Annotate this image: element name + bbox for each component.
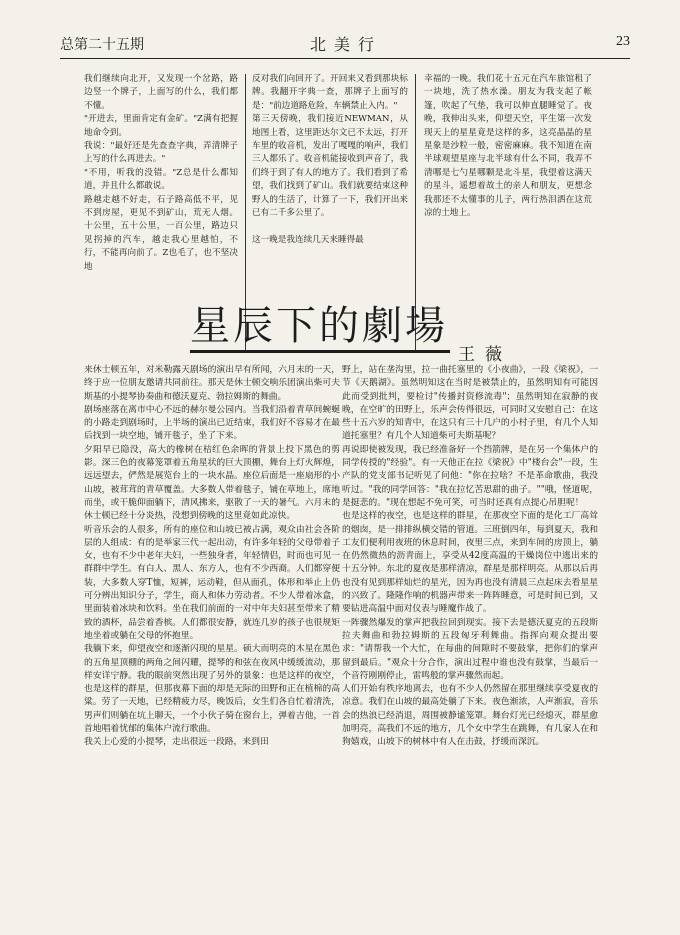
article-author: 王薇 xyxy=(458,345,512,365)
magazine-name: 北美行 xyxy=(310,35,383,54)
article-body-left-column: 来休士顿五年，对米勒露天剧场的演出早有所闻，六月末的一天，终于应一位朋友邀请共同前往。那天是休士顿交响乐团演出柴可夫斯基的小提琴协奏曲和德沃夏克、勃拉姆斯的舞曲。 剧场座落在离市中心不远的赫尔曼公园内。当我们沿着青草间蜿蜒的小路走到剧场时，上半场的演出已近结束，我们好不容易才在最后找到一块空地，铺开毯子，坐了下来。 夕阳早已隐没，高大的橡树在桔红色余晖的背景上投下黑色的剪影。深三色的夜幕笼罩着五角星状的巨大顶棚，舞台上灯火辉煌，远远望去，俨然是展览台上的一块水晶。座位后面是一座扇形的小山坡，被茸茸的青草覆盖。大多数人带着毯子，铺在草地上，席地而坐，或干脆仰面躺下，清风拂来，驱散了一天的暑气。六月末的休士顿已经十分炎热，没想到傍晚的这里竟如此凉快。 听音乐会的人很多，所有的座位和山坡已被占满，观众由社会各阶层的人组成：有的是举家三代一起出动，有许多年轻的父母带着子女，也有不少中老年夫妇，一些独身者，年轻情侣，时而也可见一群群中学生。有白人、黑人、东方人，也有不少西裔。人们都穿便装，大多数人穿T恤，短裤，运动鞋，但从面孔，体形和举止上仍可分辨出知识分子，学生，商人和体力劳动者。不少人带着冰盒，里面装着冰块和饮料。坐在我们前面的一对中年夫妇甚至带来了精致的酒杯，品尝着香槟。人们都很安静，就连几岁的孩子也很规矩地坐着或躺在父母的怀抱里。 我躺下来，仰望夜空和逐渐闪现的星星。硕大而明亮的木星在黑色的五角星顶棚的两角之间闪耀，提琴的和弦在夜风中缓缓流动，那样安详宁静。我的眼前突然出现了另外的景象：也是这样的夜空，也是这样的群星，但那夜幕下面的却是无际的田野和正在植棉的高粱。劳了一天地，已经精疲力尽，晚饭后，女生们各自忙着清洗，男声们则躺在坑上聊天，一个小伙子骑在窗台上，弹着吉他，一首首地唱着忧郁的集体户流行歌曲。 我关上心爱的小提琴，走出很远一段路，来到田 xyxy=(84,365,340,748)
previous-article-column-3: 幸福的一晚。我们花十五元在汽车旅馆租了一块地，洗了热水澡。朋友为我支起了帐篷，吹起了气垫，我可以伸直腿睡觉了。夜晚，我伸出头来，仰望天空，平生第一次发现天上的星星竟是这样的多，这亮晶晶的星星象是沙粒一般，密密麻麻。我不知道在南半球观望星座与北半球有什么不同，我弄不清哪是七勺星哪颗是北斗星，我望着这满天的星斗，遥想着故土的亲人和朋友，更想念我那还不太懂事的儿子，两行热泪洒在这荒凉的土地上。 xyxy=(424,74,592,219)
issue-number: 总第二十五期 xyxy=(60,37,144,53)
header-rule xyxy=(60,58,630,59)
article-body-right-column: 野上，站在垄沟里，拉一曲托塞里的《小夜曲》，一段《梁祝》，一节《天鹅湖》。虽然明知这在当时是被禁止的，虽然明知有可能因此而受到批判，要检讨"传播封资修流毒"；虽然明知在寂静的夜晚，在空旷的田野上，乐声会传得很远，可同时又安慰自己：在这些十五六岁的知青中，在这只有三十几户的小村子里，有几个人知道托塞里？有几个人知道柴可夫斯基呢？ 再说即使被发现，我已经准备好一个挡箭牌，是在另一个集体户的同学传授的"经验"。有一天他正在拉《梁祝》中"楼台会"一段，生产队的党支部书记听见了问他："你在拉啥？不是革命歌曲，我没听过。"我的同学回答："我在拉忆苦思甜的曲子。""哦，怪道呢，是挺悲的。"现在想起不免可笑，可当时还真有点提心吊胆呢！ 也是这样的夜空，也是这样的群星，在那夜空下面的是化工厂高耸的烟囱，是一排排纵横交错的管道。三班倒四年，每到夏天，我和工友们便利用夜班的休息时间，夜里三点，来到车间的房顶上，躺在仍然微热的沥青面上，享受从42度高温的干燥岗位中逃出来的十五分钟。东北的夏夜是那样清凉，群星是那样明亮。从那以后再也没有见到那样灿烂的星光，因为再也没有清晨三点起床去看星星的兴致了。隆隆作响的机器声带来一阵阵睡意，可是时间已到，又要钻进高温中面对仪表与睡魔作战了。 一阵骤然爆发的掌声把我拉回到现实。接下去是德沃夏克的五段斯拉夫舞曲和勃拉姆斯的五段匈牙利舞曲。指挥向观众提出要求："请帮我一个大忙，在每曲的间隙时不要鼓掌，把你们的掌声留到最后。"观众十分合作，演出过程中谁也没有鼓掌，当最后一个音符刚刚停止，雷鸣般的掌声骤然而起。 人们开始有秩序地离去，也有不少人仍然留在那里继续享受夏夜的凉意。我们在山坡的最高处躺了下来。夜色渐浓，人声渐寂，音乐会的热浪已经消退，周围被静谧笼罩。舞台灯光已经熄灭，群星愈加明亮，高我们不远的地方，几个女中学生在跳舞，有几家人在和狗嬉戏，山坡下的树林中有人在击鼓，抒缓而深沉。 xyxy=(342,365,598,748)
previous-article-column-2: 反对我们向回开了。开回来又看到那块标牌。我翻开字典一查，那牌子上面写的是："前边道路危险，车辆禁止入内。" 第三天傍晚，我们接近NEWMAN，从地图上看，这里距达尔文已不太远，打开车里的收音机，发出了嘎嘎的响声，我们三人都乐了。收音机能接收到声音了，我们终于到了有人的地方了。我们看到了希望，我们找到了矿山。我们就要结束这种野人的生活了，计算了一下，我们开出来已有二千多公里了。 这一晚是我连续几天来睡得最 xyxy=(252,74,408,245)
previous-article-column-1: 我们继续向北开，又发现一个岔路，路边竖一个牌子，上面写的什么，我们都不懂。 "开进去，里面肯定有金矿。"Z满有把握地命令到。 我说："最好还是先查查字典，弄清牌子上写的什么再进去。" "不用，听我的没错。"Z总是什么都知道，并且什么都敢说。 路越走越不好走，石子路高低不平，见不到房屋，更见不到矿山，荒无人烟。十公里，五十公里，一百公里，路边只见拐掉的汽车，越走我心里越怕，不行，不能再向前了。Z也毛了，也不坚决地 xyxy=(84,74,238,272)
running-header xyxy=(60,34,630,54)
article-title: 星辰下的劇場 xyxy=(190,302,450,353)
page-number: 23 xyxy=(616,34,630,49)
